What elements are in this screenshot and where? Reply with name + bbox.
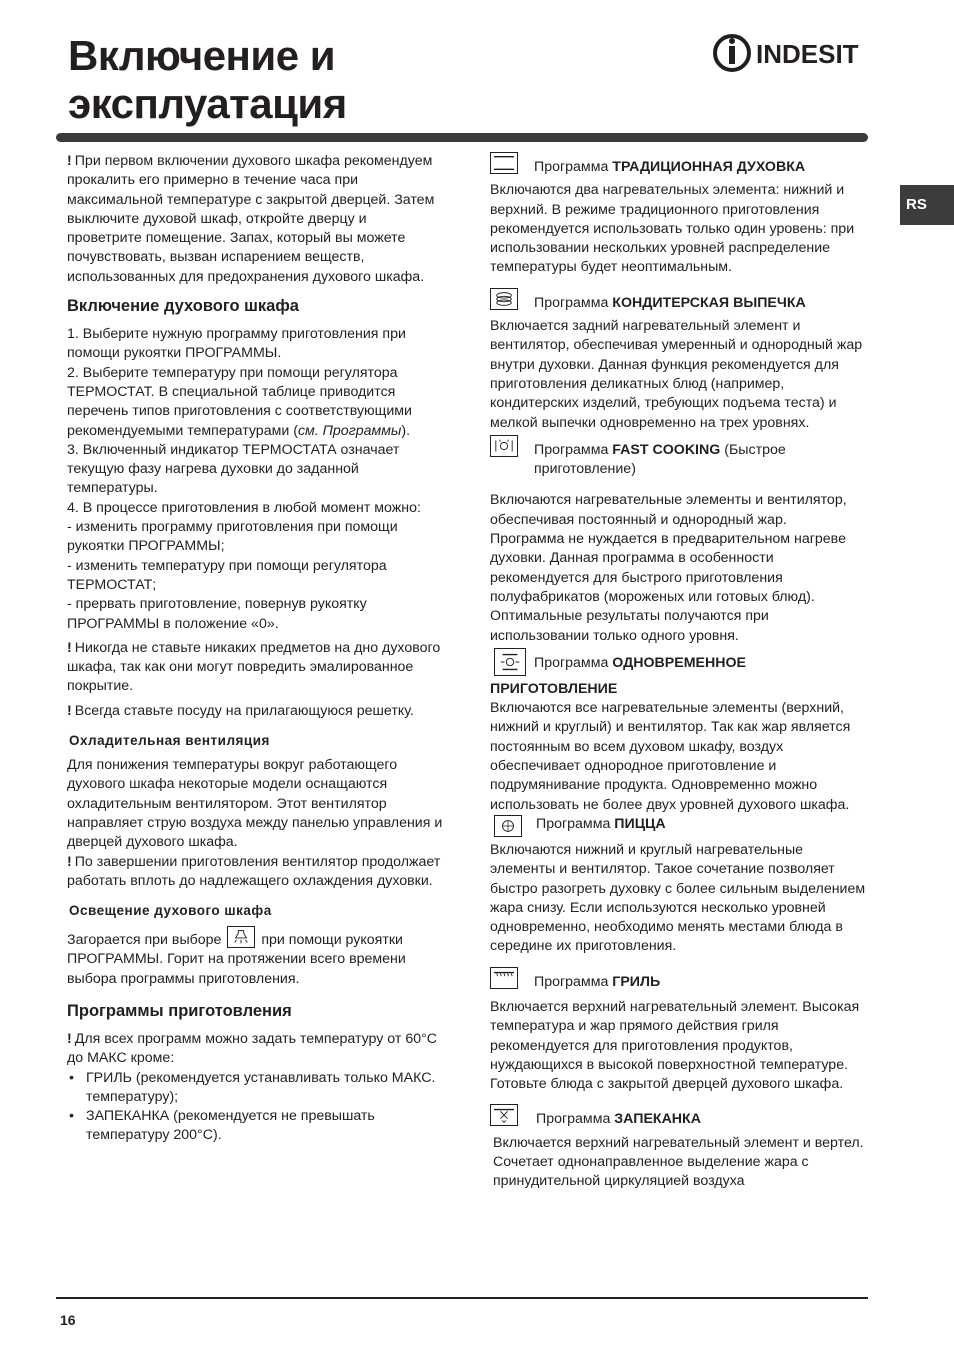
page-title: Включение и эксплуатация: [68, 32, 347, 127]
warning-icon: !: [67, 1030, 72, 1047]
fast-cooking-icon: [490, 435, 518, 457]
step-1: 1. Выберите нужную программу приготовления при помощи рукоятки ПРОГРАММЫ.: [67, 326, 406, 362]
brand-name: INDESIT: [756, 39, 859, 69]
program-pastry: Программа КОНДИТЕРСКАЯ ВЫПЕЧКА: [490, 288, 868, 313]
cooling-text: Для понижения температуры вокруг работающего духового шкафа некоторые модели оснащаются охладительным вентилятором. Этот вентилятор направляет струю воздуха между панелью управления и дверцей духового шкафа.: [67, 757, 443, 851]
programs-intro: ! Для всех программ можно задать температуру от 60°С до МАКС кроме:: [67, 1030, 438, 1067]
exceptions-list: [67, 1069, 445, 1146]
program-multilevel-text: Включаются все нагревательные элементы (верхний, нижний и круглый) и вентилятор. Так как жар является постоянным во всем духовом шкафу, воздух обеспечивает однородное приготовление и подрумянивание продукта. Одновременно можно использовать не более двух уровней духового шкафа.: [490, 700, 851, 813]
step-4: 4. В процессе приготовления в любой момент можно:: [67, 499, 421, 516]
warning-rack: ! Всегда ставьте посуду на прилагающуюся решетку.: [67, 702, 414, 719]
light-text: Загорается при выборе при помощи рукоятки ПРОГРАММЫ. Горит на протяжении всего времени выбора программы приготовления.: [67, 926, 445, 989]
step-2: 2. Выберите температуру при помощи регулятора ТЕРМОСТАТ. В специальной таблице приводится перечень типов приготовления с соответствующими рекомендуемыми температурами (см. Программы).: [67, 364, 412, 439]
program-traditional-text: Включаются два нагревательных элемента: нижний и верхний. В режиме традиционного приготовления рекомендуется использовать только один уровень: при использовании нескольких уровней распределение температуры будет неоптимальным.: [490, 182, 855, 276]
title-divider: [56, 133, 868, 142]
program-multilevel-name-2: ПРИГОТОВЛЕНИЕ: [490, 680, 618, 697]
light-title: Освещение духового шкафа: [69, 903, 272, 919]
step-4b: - изменить температуру при помощи регулятора ТЕРМОСТАТ;: [67, 557, 387, 593]
step-3: 3. Включенный индикатор ТЕРМОСТАТА означает текущую фазу нагрева духовки до заданной температуры.: [67, 441, 400, 497]
left-column: [67, 152, 445, 1146]
traditional-oven-icon: [490, 152, 518, 174]
program-grill-text: Включается верхний нагревательный элемент. Высокая температура и жар прямого действия гриля рекомендуется для приготовления продуктов, нуждающихся в высокой поверхностной температуре. Готовьте блюда с закрытой дверцей духового шкафа.: [490, 998, 860, 1093]
right-column: [490, 152, 868, 1192]
program-fast-cooking-text: Включаются нагревательные элементы и вентилятор, обеспечивая постоянный и однородный жар.: [490, 492, 847, 528]
cooling-warning: ! По завершении приготовления вентилятор продолжает работать вплоть до надлежащего охлаждения духовки.: [67, 853, 441, 889]
indesit-logo: [712, 32, 872, 74]
program-pizza: Программа ПИЦЦА: [490, 815, 868, 837]
warning-bottom: ! Никогда не ставьте никаких предметов на дно духового шкафа, так как они могут повредить эмалированное покрытие.: [67, 639, 441, 695]
list-item: • ГРИЛЬ (рекомендуется устанавливать только МАКС. температуру);: [67, 1069, 445, 1108]
pastry-fan-icon: [490, 288, 518, 310]
gratin-icon: [490, 1104, 518, 1126]
footer-divider: [56, 1297, 868, 1299]
program-pizza-text: Включаются нижний и круглый нагревательные элементы и вентилятор. Такое сочетание позволяет быстро разогреть духовку с более сильным выделением жара снизу. Если используются несколько уровней одновременно, необходимо менять местами блюда в середине их приготовления.: [490, 841, 866, 955]
language-tab[interactable]: RS: [900, 185, 954, 225]
program-fast-cooking: Программа FAST COOKING (Быстрое приготовление): [490, 435, 868, 480]
section-switch-on-title: Включение духового шкафа: [67, 297, 299, 316]
page-number: 16: [60, 1312, 76, 1328]
program-traditional: Программа ТРАДИЦИОННАЯ ДУХОВКА: [490, 152, 868, 177]
warning-icon: !: [67, 639, 72, 656]
pizza-icon: [494, 815, 522, 837]
step-4c: - прервать приготовление, повернув рукоятку ПРОГРАММЫ в положение «0».: [67, 596, 367, 632]
program-fast-cooking-text-2: Программа не нуждается в предварительном нагреве духовки. Данная программа в особенности рекомендуется для быстрого приготовления полуфабрикатов (мороженых или готовых блюд). Оптимальные результаты получаются при использовании только одного уровня.: [490, 531, 846, 644]
cooling-title: Охладительная вентиляция: [69, 733, 270, 749]
multilevel-icon: [494, 648, 526, 676]
warning-icon: !: [67, 853, 72, 870]
program-grill: Программа ГРИЛЬ: [490, 967, 868, 992]
list-item: • ЗАПЕКАНКА (рекомендуется не превышать температуру 200°С).: [67, 1107, 445, 1146]
grill-icon: [490, 967, 518, 989]
step-4a: - изменить программу приготовления при помощи рукоятки ПРОГРАММЫ;: [67, 519, 398, 555]
program-gratin-text: Включается верхний нагревательный элемент и вертел. Сочетает однонаправленное выделение жара с принудительной циркуляцией воздуха: [493, 1134, 864, 1190]
program-multilevel: Программа ОДНОВРЕМЕННОЕ: [490, 648, 868, 676]
section-programs-title: Программы приготовления: [67, 1001, 292, 1020]
warning-icon: !: [67, 702, 72, 719]
program-pastry-text: Включается задний нагревательный элемент и вентилятор, обеспечивая умеренный и однородный жар внутри духовки. Данная функция рекомендуется для приготовления деликатных блюд (например, кондитерских изделий, требующих подъема теста) и мелкой выпечки одновременно на трех уровнях.: [490, 318, 863, 431]
program-gratin: Программа ЗАПЕКАНКА: [490, 1104, 868, 1129]
warning-icon: !: [67, 153, 72, 169]
lamp-icon: [227, 926, 255, 948]
intro-warning: ! При первом включении духового шкафа рекомендуем прокалить его примерно в течение часа при максимальной температуре с закрытой дверцей. Затем выключите духовой шкаф, откройте дверцу и проветрите помещение. Запах, который вы можете почувствовать, вызван испарением веществ, использованных для предохранения духового шкафа.: [67, 153, 435, 285]
